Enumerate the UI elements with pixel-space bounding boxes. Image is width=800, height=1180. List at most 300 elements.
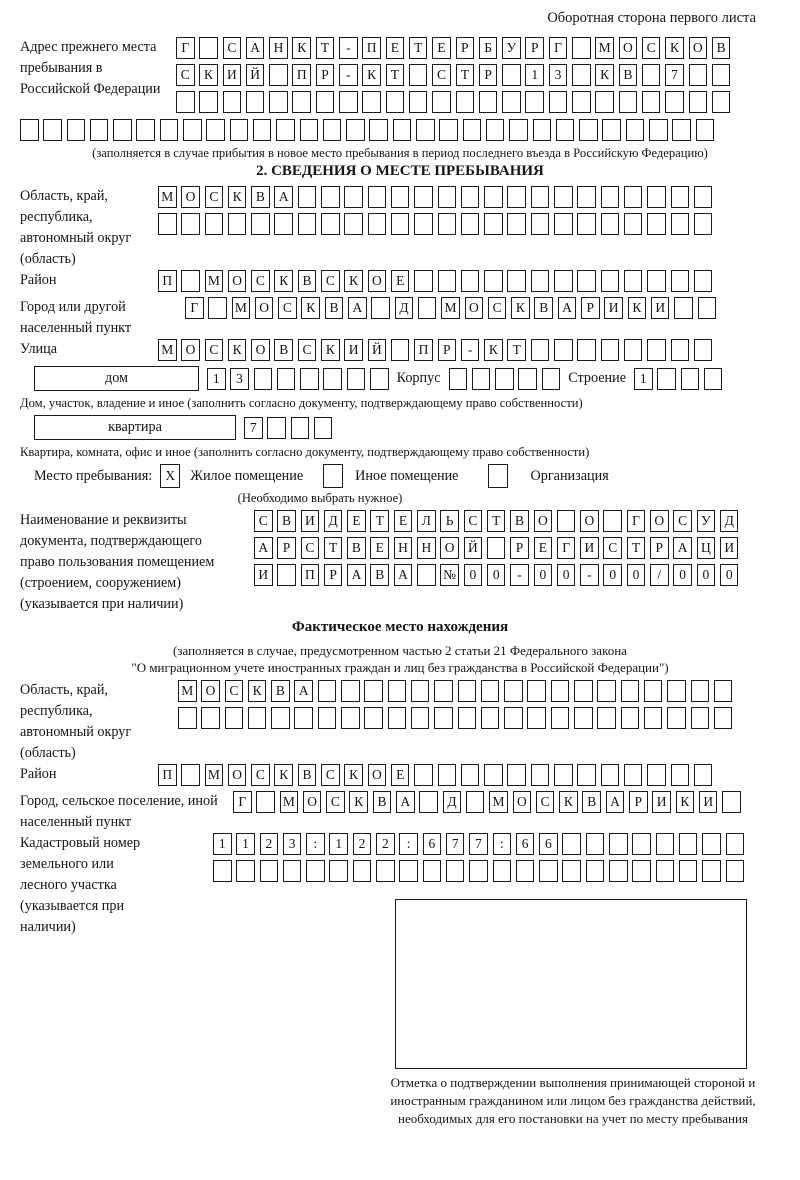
char-box xyxy=(694,186,713,208)
char-box xyxy=(486,119,505,141)
char-box xyxy=(339,91,358,113)
char-box xyxy=(554,764,573,786)
char-box xyxy=(679,860,698,882)
char-box xyxy=(671,764,690,786)
char-box: Р xyxy=(277,537,296,559)
char-box xyxy=(694,764,713,786)
char-box: Т xyxy=(507,339,526,361)
char-box: 6 xyxy=(539,833,558,855)
char-box: В xyxy=(712,37,731,59)
char-box xyxy=(393,119,412,141)
char-box xyxy=(228,213,247,235)
char-box: К xyxy=(292,37,311,59)
char-box: К xyxy=(559,791,578,813)
char-box xyxy=(597,680,616,702)
char-box: 0 xyxy=(627,564,646,586)
char-box xyxy=(542,368,561,390)
apartment-note: Квартира, комната, офис и иное (заполнить согласно документу, подтверждающему право собственности) xyxy=(20,445,590,459)
char-box: 0 xyxy=(720,564,739,586)
char-box xyxy=(206,119,225,141)
char-box xyxy=(369,119,388,141)
char-box: К xyxy=(301,297,320,319)
char-box xyxy=(205,213,224,235)
char-box: С xyxy=(321,764,340,786)
char-box: Т xyxy=(324,537,343,559)
char-box xyxy=(414,186,433,208)
char-box xyxy=(502,64,521,86)
char-box xyxy=(20,119,39,141)
char-box: Д xyxy=(324,510,343,532)
char-box: К xyxy=(228,186,247,208)
char-box: Г xyxy=(557,537,576,559)
char-box: Г xyxy=(627,510,646,532)
char-box xyxy=(458,680,477,702)
char-box xyxy=(271,707,290,729)
char-box: 1 xyxy=(525,64,544,86)
char-box xyxy=(624,186,643,208)
char-box: К xyxy=(665,37,684,59)
char-box: К xyxy=(511,297,530,319)
char-box xyxy=(43,119,62,141)
char-box: 0 xyxy=(464,564,483,586)
char-box xyxy=(368,213,387,235)
char-box xyxy=(572,91,591,113)
char-box: Е xyxy=(386,37,405,59)
char-box xyxy=(254,368,273,390)
char-box: О xyxy=(513,791,532,813)
char-row xyxy=(176,64,730,86)
region-label: Область, край, республика, автономный округ (область) xyxy=(20,188,132,267)
char-row xyxy=(213,860,744,882)
char-box: И xyxy=(344,339,363,361)
char-box: С xyxy=(205,186,224,208)
checkbox-organization xyxy=(488,464,508,488)
char-box xyxy=(694,213,713,235)
char-box: Е xyxy=(347,510,366,532)
char-box xyxy=(438,213,457,235)
char-box xyxy=(414,213,433,235)
char-row xyxy=(158,339,712,361)
page-side-note: Оборотная сторона первого листа xyxy=(547,10,756,26)
char-box xyxy=(647,764,666,786)
char-box: К xyxy=(628,297,647,319)
char-box: : xyxy=(306,833,325,855)
char-box xyxy=(484,764,503,786)
char-box xyxy=(67,119,86,141)
char-box: 1 xyxy=(236,833,255,855)
char-box xyxy=(691,707,710,729)
char-box xyxy=(364,680,383,702)
char-box: А xyxy=(274,186,293,208)
char-box xyxy=(446,860,465,882)
char-box xyxy=(399,860,418,882)
char-box: В xyxy=(277,510,296,532)
char-box: 0 xyxy=(697,564,716,586)
char-box: П xyxy=(292,64,311,86)
char-box xyxy=(601,764,620,786)
char-row xyxy=(176,37,730,59)
char-box xyxy=(556,119,575,141)
char-box xyxy=(539,860,558,882)
char-box xyxy=(371,297,390,319)
char-box xyxy=(434,680,453,702)
char-box: М xyxy=(441,297,460,319)
char-box: Т xyxy=(386,64,405,86)
char-box xyxy=(572,37,591,59)
field-fact-district xyxy=(20,764,780,791)
char-box: - xyxy=(461,339,480,361)
char-box xyxy=(714,707,733,729)
char-box xyxy=(461,270,480,292)
char-box xyxy=(199,37,218,59)
char-box: С xyxy=(464,510,483,532)
char-box xyxy=(577,270,596,292)
char-box: К xyxy=(228,339,247,361)
char-box xyxy=(554,270,573,292)
char-box xyxy=(321,186,340,208)
char-box xyxy=(388,707,407,729)
char-box: М xyxy=(205,270,224,292)
char-box xyxy=(306,860,325,882)
char-box xyxy=(230,119,249,141)
stay-type-label: Место пребывания: xyxy=(34,467,153,484)
organization-option-label: Организация xyxy=(530,467,609,484)
char-box: А xyxy=(558,297,577,319)
char-box: О xyxy=(465,297,484,319)
char-box xyxy=(551,707,570,729)
street-label: Улица xyxy=(20,341,58,357)
char-box xyxy=(507,186,526,208)
char-box: 6 xyxy=(423,833,442,855)
char-box: К xyxy=(199,64,218,86)
char-box xyxy=(531,339,550,361)
char-box: С xyxy=(223,37,242,59)
char-box xyxy=(298,213,317,235)
field-fact-region xyxy=(20,680,780,764)
char-box: С xyxy=(254,510,273,532)
apartment-number-row xyxy=(244,417,332,439)
char-box: И xyxy=(720,537,739,559)
char-box xyxy=(671,186,690,208)
char-box xyxy=(554,186,573,208)
char-box xyxy=(199,91,218,113)
char-row xyxy=(178,680,732,702)
char-box: В xyxy=(298,270,317,292)
char-box xyxy=(294,707,313,729)
house-number-row xyxy=(207,368,389,390)
char-box: Й xyxy=(246,64,265,86)
char-box: Д xyxy=(395,297,414,319)
char-box xyxy=(574,680,593,702)
char-box: С xyxy=(642,37,661,59)
char-box xyxy=(439,119,458,141)
char-box xyxy=(495,368,514,390)
char-box: Е xyxy=(391,270,410,292)
char-box: О xyxy=(228,270,247,292)
char-row xyxy=(158,764,712,786)
char-box xyxy=(694,339,713,361)
stroenie-label: Строение xyxy=(568,370,626,386)
char-box: С xyxy=(251,270,270,292)
char-box: С xyxy=(321,270,340,292)
char-box: В xyxy=(274,339,293,361)
char-box xyxy=(248,707,267,729)
char-box xyxy=(621,680,640,702)
char-box: С xyxy=(432,64,451,86)
char-box: Д xyxy=(443,791,462,813)
char-box: М xyxy=(232,297,251,319)
char-box xyxy=(300,368,319,390)
char-box: 0 xyxy=(603,564,622,586)
char-box: 2 xyxy=(376,833,395,855)
char-box xyxy=(603,510,622,532)
char-box xyxy=(549,91,568,113)
char-box: А xyxy=(394,564,413,586)
char-box xyxy=(391,213,410,235)
char-box xyxy=(318,707,337,729)
char-box xyxy=(702,860,721,882)
field-street xyxy=(20,339,780,366)
char-box xyxy=(667,680,686,702)
ownership-document-grid xyxy=(254,510,738,591)
char-box xyxy=(201,707,220,729)
char-box: П xyxy=(362,37,381,59)
district-label: Район xyxy=(20,272,57,288)
char-box xyxy=(461,186,480,208)
char-box xyxy=(577,339,596,361)
char-box: С xyxy=(251,764,270,786)
char-box xyxy=(260,860,279,882)
char-box xyxy=(574,707,593,729)
char-box: Р xyxy=(650,537,669,559)
char-box: К xyxy=(274,764,293,786)
char-box: Е xyxy=(391,764,410,786)
char-box xyxy=(484,186,503,208)
char-box xyxy=(466,791,485,813)
char-box xyxy=(181,764,200,786)
char-box xyxy=(158,213,177,235)
char-box: Ь xyxy=(440,510,459,532)
char-box xyxy=(487,537,506,559)
section2-title: 2. СВЕДЕНИЯ О МЕСТЕ ПРЕБЫВАНИЯ xyxy=(256,163,544,179)
char-box xyxy=(632,833,651,855)
char-box xyxy=(672,119,691,141)
region-grid xyxy=(158,186,712,240)
char-box xyxy=(518,368,537,390)
char-box: В xyxy=(373,791,392,813)
char-box xyxy=(438,270,457,292)
char-box: И xyxy=(301,510,320,532)
char-box: Ц xyxy=(697,537,716,559)
char-box xyxy=(577,186,596,208)
char-box xyxy=(461,764,480,786)
char-box xyxy=(251,213,270,235)
char-box xyxy=(321,213,340,235)
char-box xyxy=(624,270,643,292)
dwelling-option-label: Жилое помещение xyxy=(190,467,304,484)
char-box: Н xyxy=(417,537,436,559)
char-row xyxy=(158,186,712,208)
char-box xyxy=(376,860,395,882)
char-box xyxy=(507,270,526,292)
char-box: 0 xyxy=(673,564,692,586)
char-box: 6 xyxy=(516,833,535,855)
char-box xyxy=(562,833,581,855)
char-box xyxy=(702,833,721,855)
char-box: И xyxy=(223,64,242,86)
char-box: Т xyxy=(456,64,475,86)
char-box: О xyxy=(303,791,322,813)
fact-location-note xyxy=(20,642,780,676)
char-box: М xyxy=(205,764,224,786)
char-box xyxy=(644,707,663,729)
char-box: А xyxy=(246,37,265,59)
char-row xyxy=(254,564,738,586)
char-box xyxy=(484,213,503,235)
char-box xyxy=(642,64,661,86)
char-box xyxy=(417,564,436,586)
char-box xyxy=(461,213,480,235)
char-box xyxy=(507,764,526,786)
char-box: К xyxy=(248,680,267,702)
char-box xyxy=(656,833,675,855)
char-box xyxy=(181,270,200,292)
char-box: - xyxy=(510,564,529,586)
char-row xyxy=(158,213,712,235)
char-box xyxy=(434,707,453,729)
char-box xyxy=(601,270,620,292)
char-box xyxy=(298,186,317,208)
char-box: Р xyxy=(438,339,457,361)
char-box xyxy=(656,860,675,882)
char-box: Р xyxy=(629,791,648,813)
char-box: 1 xyxy=(329,833,348,855)
char-box: Л xyxy=(417,510,436,532)
char-box: Г xyxy=(176,37,195,59)
char-row xyxy=(254,537,738,559)
char-box xyxy=(601,339,620,361)
char-box: С xyxy=(278,297,297,319)
char-box: В xyxy=(298,764,317,786)
char-row xyxy=(158,270,712,292)
char-box xyxy=(386,91,405,113)
char-box xyxy=(694,270,713,292)
fact-location-title: Фактическое место нахождения xyxy=(291,619,509,635)
char-box xyxy=(246,91,265,113)
char-box xyxy=(136,119,155,141)
char-box: М xyxy=(280,791,299,813)
ownership-document-label: Наименование и реквизиты документа, подтверждающего право пользования помещением (строением, сооружением) (указывается при наличии) xyxy=(20,512,215,612)
char-box: Е xyxy=(394,510,413,532)
char-box: И xyxy=(651,297,670,319)
char-box xyxy=(493,860,512,882)
char-box xyxy=(504,680,523,702)
char-box xyxy=(391,339,410,361)
char-box xyxy=(681,368,700,390)
stroenie-row xyxy=(634,368,722,390)
char-row xyxy=(176,91,730,113)
char-box: 7 xyxy=(665,64,684,86)
char-box: А xyxy=(396,791,415,813)
char-box: Р xyxy=(581,297,600,319)
char-box: У xyxy=(502,37,521,59)
char-box xyxy=(647,270,666,292)
char-box xyxy=(481,680,500,702)
char-box: О xyxy=(534,510,553,532)
char-box: № xyxy=(440,564,459,586)
char-box: А xyxy=(254,537,273,559)
apartment-label-box: квартира xyxy=(34,415,236,440)
char-box xyxy=(602,119,621,141)
char-box xyxy=(572,64,591,86)
char-box: К xyxy=(349,791,368,813)
char-box: 1 xyxy=(207,368,226,390)
char-box xyxy=(533,119,552,141)
char-box: Н xyxy=(394,537,413,559)
char-box: И xyxy=(254,564,273,586)
char-box: В xyxy=(271,680,290,702)
char-box: С xyxy=(225,680,244,702)
char-box xyxy=(347,368,366,390)
char-box: Е xyxy=(432,37,451,59)
field-apartment xyxy=(34,415,780,440)
previous-address-grid xyxy=(176,37,730,118)
char-box xyxy=(714,680,733,702)
char-box xyxy=(531,764,550,786)
char-box xyxy=(409,91,428,113)
char-box: В xyxy=(534,297,553,319)
char-box xyxy=(329,860,348,882)
char-box xyxy=(277,368,296,390)
char-box xyxy=(531,213,550,235)
char-box xyxy=(225,707,244,729)
char-box xyxy=(609,833,628,855)
char-box: Р xyxy=(525,37,544,59)
char-box: О xyxy=(650,510,669,532)
char-row xyxy=(213,833,744,855)
registration-stamp-caption: Отметка о подтверждении выполнения принимающей стороной и иностранным гражданином или лицом без гражданства действий, необходимых для его постановки на учет по месту пребывания xyxy=(390,1075,756,1126)
char-box: С xyxy=(673,510,692,532)
cadastral-number-label: Кадастровый номер земельного или лесного участка (указывается при наличии) xyxy=(20,835,141,935)
char-box: Б xyxy=(479,37,498,59)
char-box xyxy=(479,91,498,113)
char-box xyxy=(689,64,708,86)
char-box: В xyxy=(370,564,389,586)
char-box: М xyxy=(595,37,614,59)
char-box xyxy=(624,213,643,235)
char-box xyxy=(671,270,690,292)
char-box xyxy=(438,764,457,786)
char-box xyxy=(411,707,430,729)
char-box xyxy=(557,510,576,532)
char-box xyxy=(291,417,310,439)
char-box xyxy=(484,270,503,292)
char-box xyxy=(554,339,573,361)
char-box xyxy=(449,368,468,390)
char-box: С xyxy=(488,297,507,319)
char-box: С xyxy=(536,791,555,813)
char-box xyxy=(113,119,132,141)
char-box xyxy=(176,91,195,113)
char-box xyxy=(323,368,342,390)
char-box: К xyxy=(344,270,363,292)
char-box xyxy=(649,119,668,141)
char-box xyxy=(292,91,311,113)
char-row xyxy=(178,707,732,729)
char-box: О xyxy=(201,680,220,702)
char-box xyxy=(364,707,383,729)
char-box xyxy=(577,764,596,786)
